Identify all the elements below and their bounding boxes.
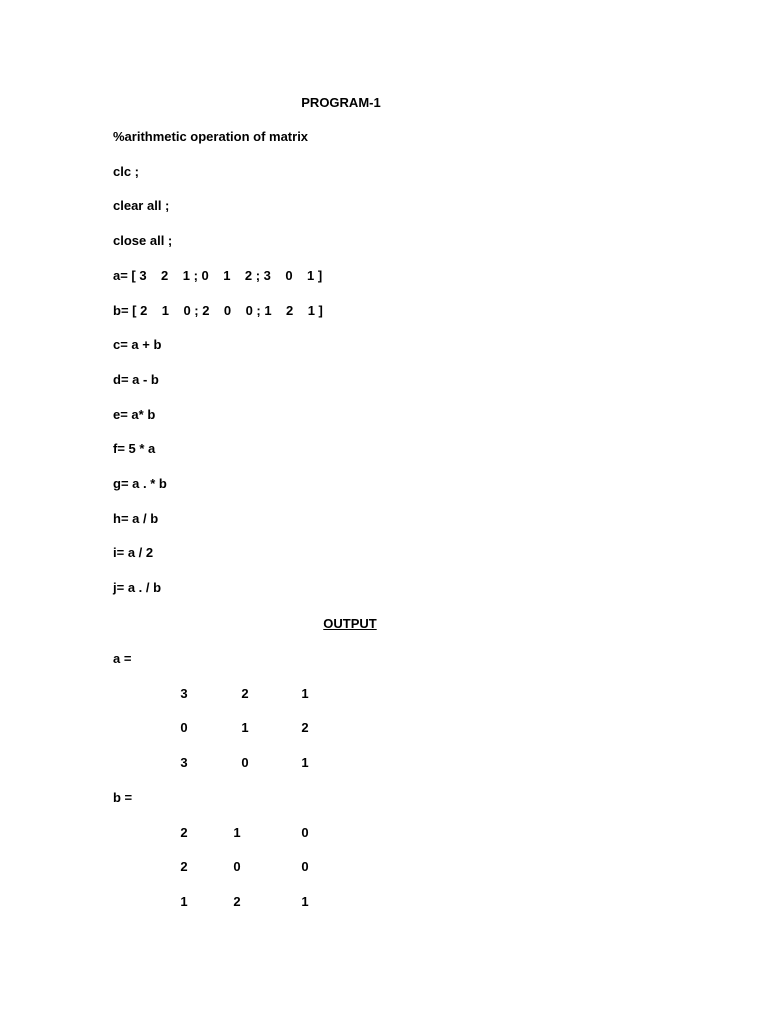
matrix-cell: 0 <box>301 859 309 874</box>
matrix-cell: 1 <box>301 686 309 701</box>
matrix-cell: 1 <box>241 720 249 735</box>
code-line: clc ; <box>113 164 140 179</box>
program-title: PROGRAM-1 <box>301 95 381 110</box>
code-line: j= a . / b <box>113 580 162 595</box>
output-heading: OUTPUT <box>323 616 377 631</box>
code-line: close all ; <box>113 233 173 248</box>
matrix-cell: 2 <box>301 720 309 735</box>
code-line: i= a / 2 <box>113 545 154 560</box>
matrix-cell: 2 <box>241 686 249 701</box>
code-line: e= a* b <box>113 407 156 422</box>
code-line: clear all ; <box>113 198 170 213</box>
matrix-cell: 0 <box>241 755 249 770</box>
matrix-cell: 2 <box>180 825 188 840</box>
output-variable-label: a = <box>113 651 132 666</box>
code-line: b= [ 2 1 0 ; 2 0 0 ; 1 2 1 ] <box>113 303 323 318</box>
code-line: %arithmetic operation of matrix <box>113 129 309 144</box>
matrix-cell: 1 <box>233 825 241 840</box>
code-line: d= a - b <box>113 372 159 387</box>
matrix-cell: 0 <box>301 825 309 840</box>
matrix-cell: 3 <box>180 686 188 701</box>
matrix-cell: 2 <box>180 859 188 874</box>
matrix-cell: 0 <box>233 859 241 874</box>
matrix-cell: 0 <box>180 720 188 735</box>
output-variable-label: b = <box>113 790 133 805</box>
code-line: a= [ 3 2 1 ; 0 1 2 ; 3 0 1 ] <box>113 268 323 283</box>
code-line: g= a . * b <box>113 476 167 491</box>
matrix-cell: 2 <box>233 894 241 909</box>
matrix-cell: 1 <box>301 755 309 770</box>
matrix-cell: 1 <box>180 894 188 909</box>
code-line: f= 5 * a <box>113 441 156 456</box>
matrix-cell: 3 <box>180 755 188 770</box>
matrix-cell: 1 <box>301 894 309 909</box>
code-line: h= a / b <box>113 511 159 526</box>
code-line: c= a + b <box>113 337 162 352</box>
